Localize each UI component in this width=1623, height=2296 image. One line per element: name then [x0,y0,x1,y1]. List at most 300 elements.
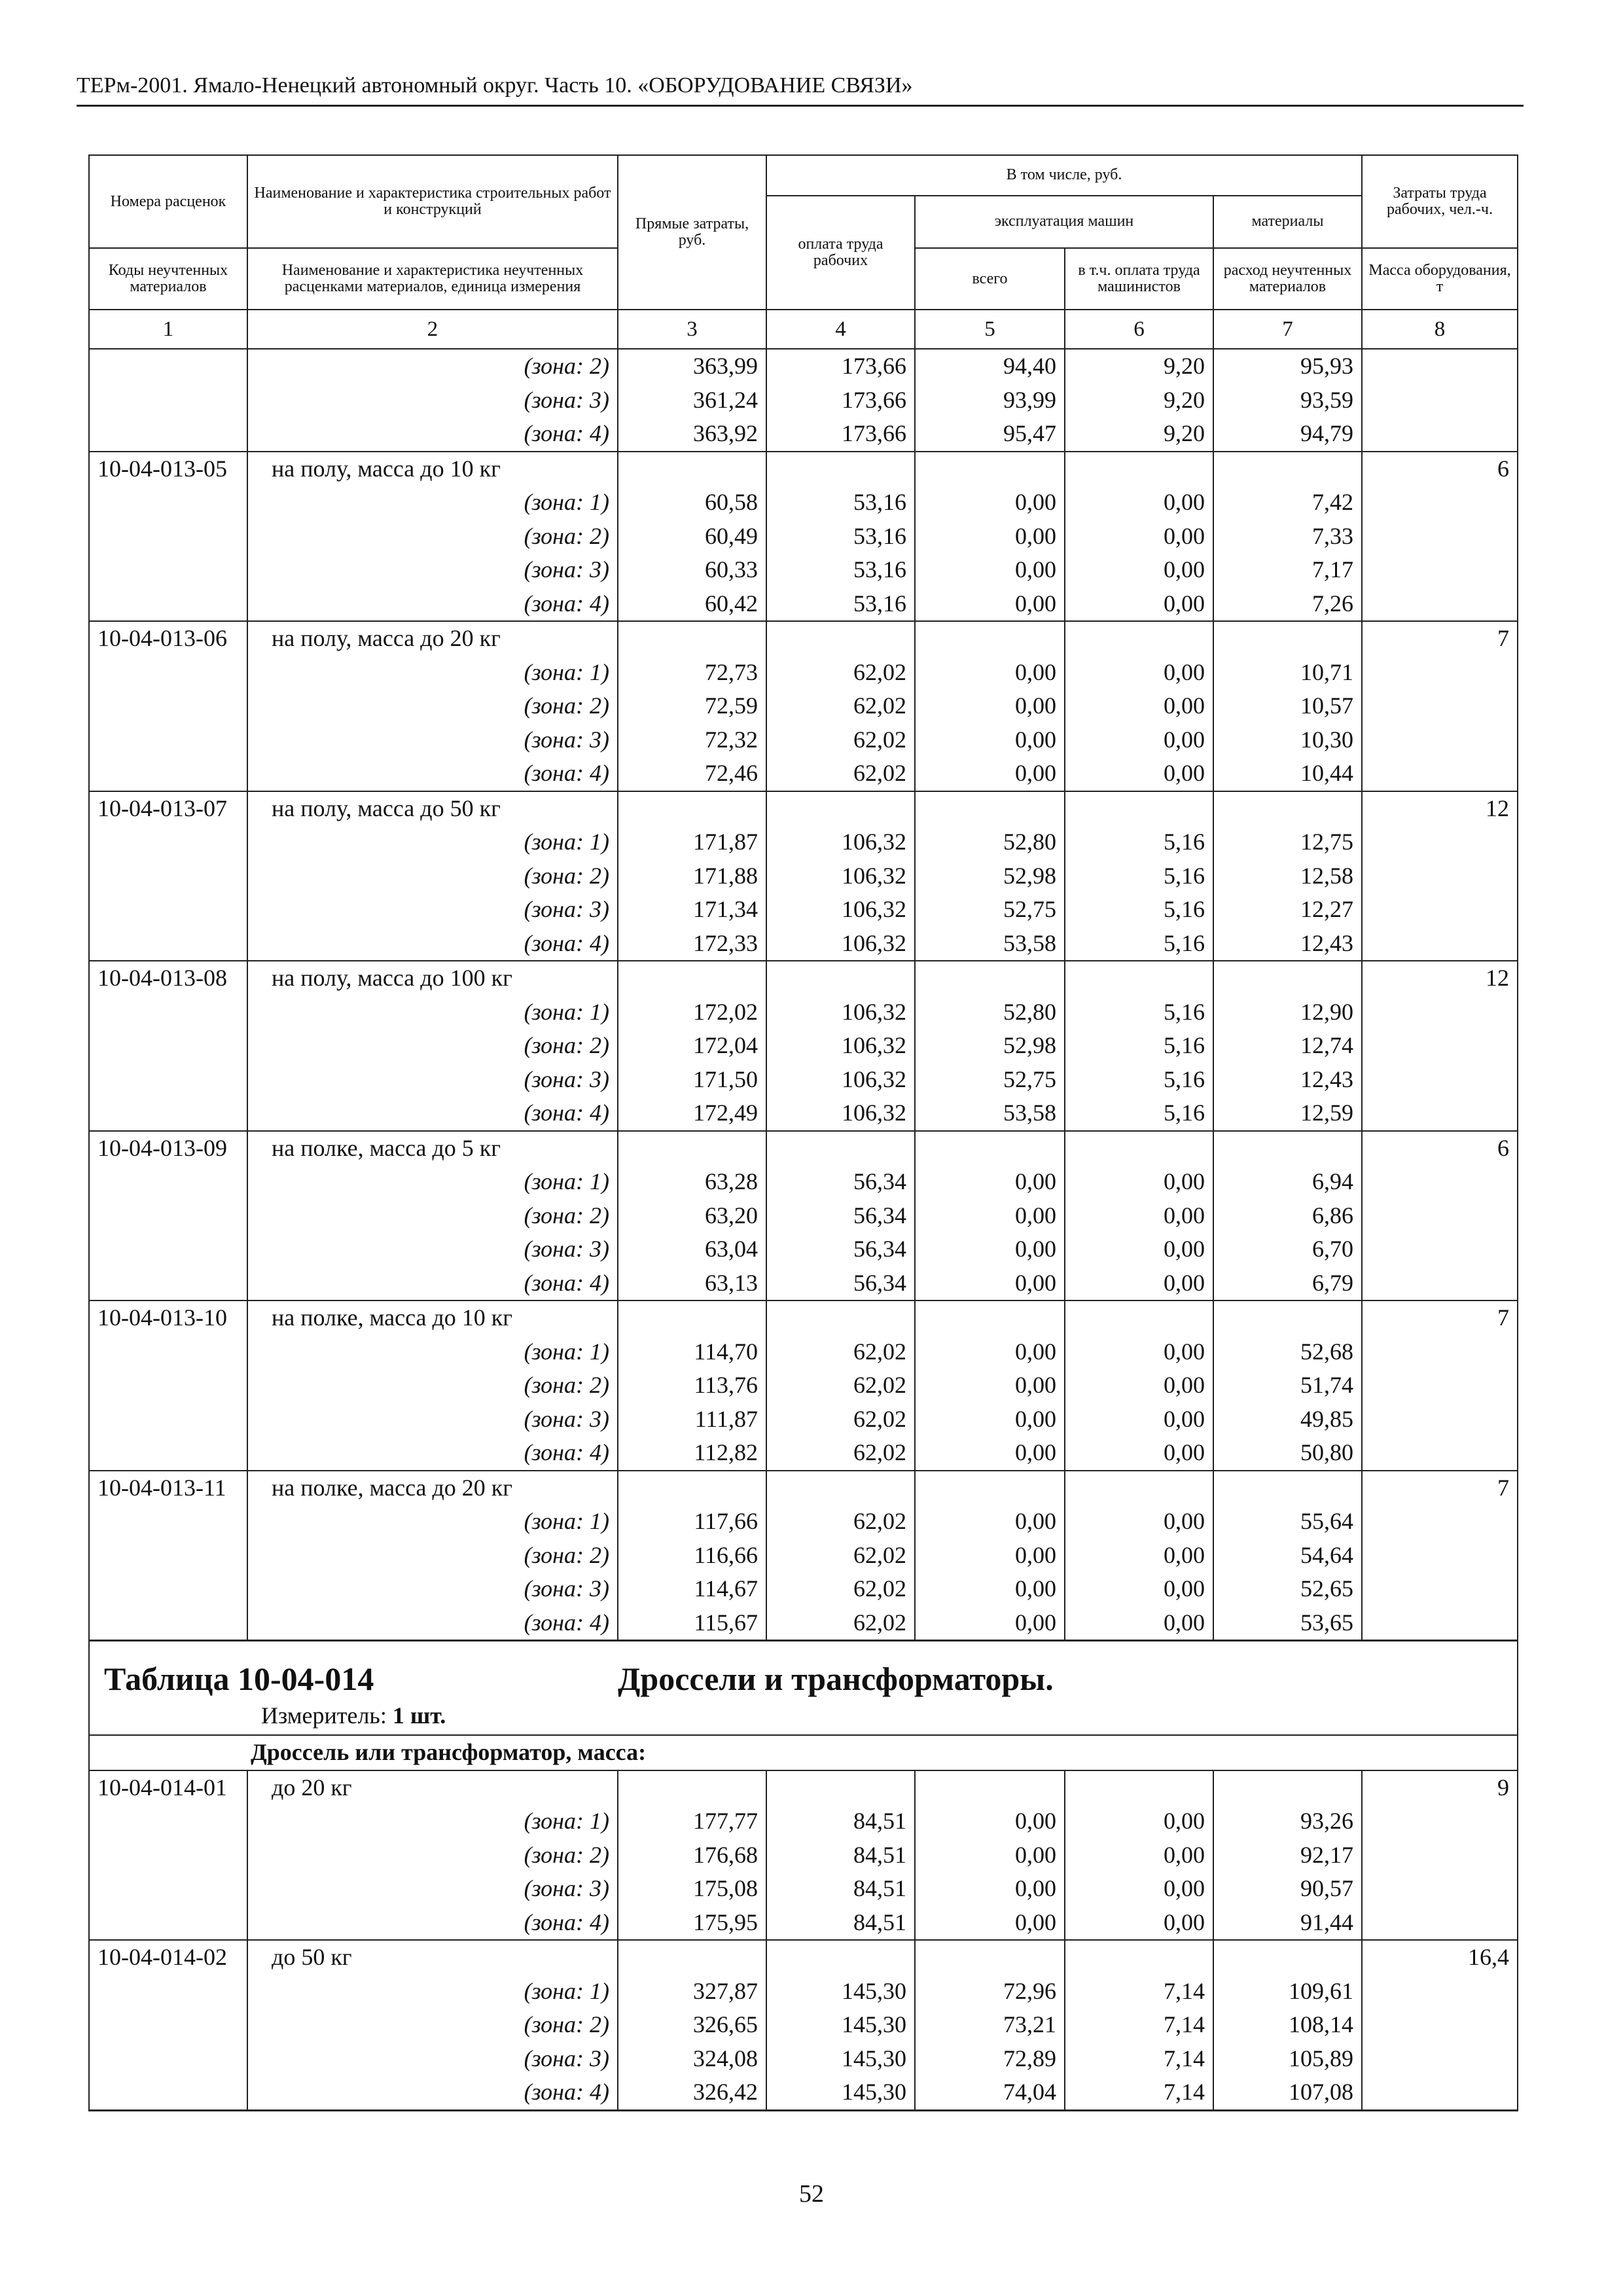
empty-cell [766,1940,915,1975]
table-number: Таблица 10-04-014 [104,1660,374,1697]
materials-cost: 6,70 [1213,1232,1362,1266]
rate-row [89,621,1518,656]
rate-code: 10-04-013-11 [89,1471,247,1505]
machinist-wage: 5,16 [1065,1096,1213,1131]
zone-label: (зона: 4) [247,1906,618,1941]
direct-cost: 114,67 [618,1572,766,1606]
empty-cell [89,553,247,587]
header-labor: Затраты труда рабочих, чел.-ч. [1362,155,1518,248]
machines-total: 0,00 [915,1906,1065,1941]
machines-total: 0,00 [915,1436,1065,1471]
materials-cost: 91,44 [1213,1906,1362,1941]
wage-cost: 56,34 [766,1165,915,1199]
rate-code: 10-04-014-01 [89,1770,247,1805]
empty-cell [89,859,247,893]
zone-label: (зона: 2) [247,689,618,723]
machinist-wage: 0,00 [1065,757,1213,791]
rate-row [89,1300,1518,1335]
empty-cell [915,1940,1065,1975]
machinist-wage: 0,00 [1065,1369,1213,1403]
materials-cost: 6,86 [1213,1199,1362,1233]
empty-cell [1362,1505,1518,1539]
wage-cost: 145,30 [766,2008,915,2042]
direct-cost: 60,58 [618,486,766,520]
direct-cost: 111,87 [618,1403,766,1437]
machinist-wage: 0,00 [1065,1572,1213,1606]
zone-label: (зона: 1) [247,1505,618,1539]
rate-row [89,791,1518,826]
materials-cost: 105,89 [1213,2042,1362,2076]
empty-cell [1213,1940,1362,1975]
direct-cost: 60,49 [618,520,766,554]
labor-cost: 6 [1362,452,1518,486]
materials-cost: 54,64 [1213,1539,1362,1573]
empty-cell [1362,825,1518,859]
empty-cell [89,1539,247,1573]
direct-cost: 172,33 [618,927,766,961]
zone-row [89,1096,1518,1131]
machines-total: 53,58 [915,1096,1065,1131]
wage-cost: 84,51 [766,1872,915,1906]
zone-label: (зона: 3) [247,1403,618,1437]
empty-cell [1065,1770,1213,1805]
empty-cell [1362,587,1518,622]
machinist-wage: 0,00 [1065,656,1213,690]
empty-cell [1362,1029,1518,1063]
zone-row [89,1335,1518,1369]
machinist-wage: 5,16 [1065,1063,1213,1097]
empty-cell [618,1471,766,1505]
zone-row [89,689,1518,723]
wage-cost: 106,32 [766,1096,915,1131]
zone-label: (зона: 4) [247,1606,618,1641]
empty-cell [1362,927,1518,961]
zone-label: (зона: 4) [247,1266,618,1301]
empty-cell [1362,1572,1518,1606]
machines-total: 0,00 [915,1403,1065,1437]
direct-cost: 175,95 [618,1906,766,1941]
materials-cost: 92,17 [1213,1839,1362,1873]
empty-cell [89,1436,247,1471]
zone-label: (зона: 4) [247,1436,618,1471]
direct-cost: 114,70 [618,1335,766,1369]
zone-label: (зона: 1) [247,996,618,1030]
machines-total: 72,89 [915,2042,1065,2076]
zone-row [89,384,1518,418]
empty-cell [915,1131,1065,1166]
empty-cell [1213,1131,1362,1166]
machines-total: 0,00 [915,1335,1065,1369]
empty-cell [1065,1471,1213,1505]
zone-label: (зона: 1) [247,486,618,520]
materials-cost: 52,68 [1213,1335,1362,1369]
zone-row [89,1906,1518,1941]
materials-cost: 10,71 [1213,656,1362,690]
labor-cost: 12 [1362,961,1518,996]
empty-cell [89,2075,247,2110]
empty-cell [1362,1804,1518,1839]
zone-row [89,417,1518,452]
zone-row [89,996,1518,1030]
empty-cell [915,621,1065,656]
wage-cost: 145,30 [766,1975,915,2009]
direct-cost: 172,04 [618,1029,766,1063]
materials-cost: 10,30 [1213,723,1362,757]
empty-cell [1213,1300,1362,1335]
rate-name: на полу, масса до 50 кг [247,791,618,826]
measure-value: 1 шт. [392,1702,446,1729]
empty-cell [1362,996,1518,1030]
zone-row [89,757,1518,791]
table-title-cell [89,1641,1518,1736]
zone-label: (зона: 2) [247,520,618,554]
zone-row [89,723,1518,757]
machines-total: 52,75 [915,893,1065,927]
wage-cost: 62,02 [766,1539,915,1573]
wage-cost: 106,32 [766,859,915,893]
materials-cost: 7,17 [1213,553,1362,587]
machinist-wage: 0,00 [1065,587,1213,622]
machines-total: 53,58 [915,927,1065,961]
direct-cost: 172,49 [618,1096,766,1131]
wage-cost: 106,32 [766,893,915,927]
header-code-top: Номера расценок [89,155,247,248]
zone-row [89,1572,1518,1606]
direct-cost: 116,66 [618,1539,766,1573]
rate-name: до 20 кг [247,1770,618,1805]
empty-cell [89,1906,247,1941]
empty-cell [89,1804,247,1839]
empty-cell [89,927,247,961]
rate-name: на полке, масса до 20 кг [247,1471,618,1505]
materials-cost: 90,57 [1213,1872,1362,1906]
empty-cell [1362,553,1518,587]
machines-total: 93,99 [915,384,1065,418]
machines-total: 0,00 [915,1165,1065,1199]
wage-cost: 62,02 [766,689,915,723]
wage-cost: 84,51 [766,1906,915,1941]
empty-cell [1362,2008,1518,2042]
wage-cost: 145,30 [766,2075,915,2110]
machinist-wage: 5,16 [1065,825,1213,859]
rate-code: 10-04-013-06 [89,621,247,656]
rate-row [89,1770,1518,1805]
materials-cost: 12,75 [1213,825,1362,859]
machines-total: 0,00 [915,689,1065,723]
empty-cell [766,1300,915,1335]
zone-row [89,1165,1518,1199]
machinist-wage: 7,14 [1065,2075,1213,2110]
empty-cell [1362,1403,1518,1437]
machines-total: 0,00 [915,757,1065,791]
zone-row [89,587,1518,622]
empty-cell [766,791,915,826]
materials-cost: 12,74 [1213,1029,1362,1063]
direct-cost: 112,82 [618,1436,766,1471]
page-header: ТЕРм-2001. Ямало-Ненецкий автономный округ. Часть 10. «ОБОРУДОВАНИЕ СВЯЗИ» [77,73,1524,107]
direct-cost: 171,88 [618,859,766,893]
wage-cost: 62,02 [766,1335,915,1369]
table-body [89,155,1518,2110]
empty-cell [1213,621,1362,656]
rate-row [89,452,1518,486]
rate-name: на полу, масса до 20 кг [247,621,618,656]
wage-cost: 106,32 [766,1063,915,1097]
labor-cost: 9 [1362,1770,1518,1805]
zone-label: (зона: 3) [247,1063,618,1097]
machines-total: 0,00 [915,1872,1065,1906]
empty-cell [915,791,1065,826]
rate-name: на полу, масса до 10 кг [247,452,618,486]
wage-cost: 145,30 [766,2042,915,2076]
empty-cell [1213,961,1362,996]
column-number: 6 [1065,310,1213,349]
section-title: Дроссель или трансформатор, масса: [89,1735,1518,1770]
empty-cell [766,1471,915,1505]
zone-row [89,1436,1518,1471]
empty-cell [1362,2042,1518,2076]
wage-cost: 56,34 [766,1199,915,1233]
zone-label: (зона: 3) [247,1232,618,1266]
direct-cost: 63,20 [618,1199,766,1233]
direct-cost: 117,66 [618,1505,766,1539]
machinist-wage: 0,00 [1065,723,1213,757]
rates-table [88,154,1517,2111]
empty-cell [1362,417,1518,452]
machinist-wage: 5,16 [1065,1029,1213,1063]
wage-cost: 106,32 [766,1029,915,1063]
wage-cost: 56,34 [766,1232,915,1266]
machines-total: 52,80 [915,996,1065,1030]
materials-cost: 55,64 [1213,1505,1362,1539]
zone-row [89,553,1518,587]
machines-total: 0,00 [915,656,1065,690]
rate-code: 10-04-013-10 [89,1300,247,1335]
wage-cost: 62,02 [766,1606,915,1641]
wage-cost: 62,02 [766,757,915,791]
labor-cost: 7 [1362,1300,1518,1335]
zone-label: (зона: 4) [247,587,618,622]
wage-cost: 62,02 [766,1505,915,1539]
wage-cost: 62,02 [766,1436,915,1471]
direct-cost: 363,99 [618,349,766,384]
zone-row [89,1232,1518,1266]
empty-cell [1362,1199,1518,1233]
direct-cost: 172,02 [618,996,766,1030]
materials-cost: 49,85 [1213,1403,1362,1437]
machinist-wage: 9,20 [1065,349,1213,384]
empty-cell [1362,893,1518,927]
zone-label: (зона: 2) [247,1539,618,1573]
direct-cost: 171,87 [618,825,766,859]
empty-cell [89,1572,247,1606]
direct-cost: 177,77 [618,1804,766,1839]
machinist-wage: 7,14 [1065,2042,1213,2076]
direct-cost: 176,68 [618,1839,766,1873]
zone-label: (зона: 3) [247,723,618,757]
wage-cost: 62,02 [766,1572,915,1606]
machines-total: 0,00 [915,520,1065,554]
wage-cost: 62,02 [766,656,915,690]
machinist-wage: 0,00 [1065,689,1213,723]
column-number: 3 [618,310,766,349]
machines-total: 0,00 [915,1232,1065,1266]
empty-cell [766,452,915,486]
empty-cell [1362,1839,1518,1873]
wage-cost: 53,16 [766,553,915,587]
wage-cost: 106,32 [766,825,915,859]
empty-cell [1362,1872,1518,1906]
header-direct-costs: Прямые затраты, руб. [618,155,766,310]
empty-cell [1362,520,1518,554]
materials-cost: 7,33 [1213,520,1362,554]
direct-cost: 115,67 [618,1606,766,1641]
machines-total: 0,00 [915,587,1065,622]
empty-cell [618,621,766,656]
zone-label: (зона: 4) [247,757,618,791]
wage-cost: 173,66 [766,349,915,384]
direct-cost: 327,87 [618,1975,766,2009]
machines-total: 74,04 [915,2075,1065,2110]
machinist-wage: 0,00 [1065,1232,1213,1266]
empty-cell [89,1505,247,1539]
column-numbers-row [89,310,1518,349]
wage-cost: 56,34 [766,1266,915,1301]
machinist-wage: 0,00 [1065,1436,1213,1471]
column-number: 5 [915,310,1065,349]
empty-cell [618,1770,766,1805]
empty-cell [1362,1369,1518,1403]
materials-cost: 10,44 [1213,757,1362,791]
zone-row [89,1199,1518,1233]
zone-row [89,1872,1518,1906]
machines-total: 0,00 [915,1572,1065,1606]
empty-cell [1065,452,1213,486]
empty-cell [1362,1335,1518,1369]
zone-row [89,1403,1518,1437]
materials-cost: 7,26 [1213,587,1362,622]
empty-cell [1362,486,1518,520]
wage-cost: 84,51 [766,1804,915,1839]
machinist-wage: 0,00 [1065,1804,1213,1839]
empty-cell [89,1403,247,1437]
zone-label: (зона: 1) [247,1804,618,1839]
empty-cell [89,384,247,418]
page-number: 52 [799,2180,824,2208]
zone-row [89,893,1518,927]
materials-cost: 12,90 [1213,996,1362,1030]
rate-code: 10-04-013-07 [89,791,247,826]
empty-cell [1362,1539,1518,1573]
machines-total: 95,47 [915,417,1065,452]
empty-cell [1065,1131,1213,1166]
empty-cell [89,1872,247,1906]
zone-label: (зона: 4) [247,927,618,961]
empty-cell [89,2008,247,2042]
empty-cell [1065,961,1213,996]
empty-cell [915,961,1065,996]
zone-label: (зона: 1) [247,656,618,690]
rate-code: 10-04-013-05 [89,452,247,486]
empty-cell [1065,1940,1213,1975]
machines-total: 0,00 [915,1369,1065,1403]
zone-row [89,1063,1518,1097]
header-unaccounted-materials: расход неучтенных материалов [1213,248,1362,310]
materials-cost: 50,80 [1213,1436,1362,1471]
empty-cell [89,1096,247,1131]
direct-cost: 72,46 [618,757,766,791]
wage-cost: 84,51 [766,1839,915,1873]
empty-cell [89,996,247,1030]
empty-cell [89,417,247,452]
zone-row [89,1369,1518,1403]
empty-cell [89,1335,247,1369]
empty-cell [1065,1300,1213,1335]
empty-cell [1213,1471,1362,1505]
direct-cost: 326,42 [618,2075,766,2110]
header-machines: эксплуатация машин [915,196,1213,249]
empty-cell [1362,1165,1518,1199]
machines-total: 0,00 [915,553,1065,587]
zone-row [89,2042,1518,2076]
empty-cell [618,961,766,996]
zone-row [89,349,1518,384]
materials-cost: 53,65 [1213,1606,1362,1641]
empty-cell [89,893,247,927]
empty-cell [1362,1266,1518,1301]
wage-cost: 173,66 [766,384,915,418]
machinist-wage: 5,16 [1065,859,1213,893]
materials-cost: 94,79 [1213,417,1362,452]
empty-cell [89,1232,247,1266]
zone-row [89,1539,1518,1573]
zone-row [89,859,1518,893]
materials-cost: 12,43 [1213,1063,1362,1097]
direct-cost: 60,33 [618,553,766,587]
empty-cell [1362,757,1518,791]
direct-cost: 171,50 [618,1063,766,1097]
empty-cell [89,757,247,791]
machinist-wage: 0,00 [1065,1539,1213,1573]
materials-cost: 108,14 [1213,2008,1362,2042]
rate-row [89,1131,1518,1166]
machinist-wage: 5,16 [1065,996,1213,1030]
measure-unit [261,1702,1503,1729]
rate-name: до 50 кг [247,1940,618,1975]
empty-cell [915,1770,1065,1805]
table-name: Дроссели и трансформаторы. [618,1660,1054,1697]
table-title-row [89,1641,1518,1736]
header-machinist-wage: в т.ч. оплата труда машинистов [1065,248,1213,310]
wage-cost: 62,02 [766,1369,915,1403]
empty-cell [915,1471,1065,1505]
table-title [104,1660,1503,1698]
empty-cell [89,1839,247,1873]
empty-cell [1213,791,1362,826]
empty-cell [89,486,247,520]
empty-cell [89,723,247,757]
zone-label: (зона: 3) [247,1572,618,1606]
machines-total: 52,98 [915,859,1065,893]
machinist-wage: 5,16 [1065,927,1213,961]
empty-cell [1362,1096,1518,1131]
machines-total: 52,80 [915,825,1065,859]
empty-cell [1362,384,1518,418]
machines-total: 0,00 [915,1266,1065,1301]
empty-cell [1362,1975,1518,2009]
zone-label: (зона: 2) [247,1369,618,1403]
empty-cell [618,791,766,826]
